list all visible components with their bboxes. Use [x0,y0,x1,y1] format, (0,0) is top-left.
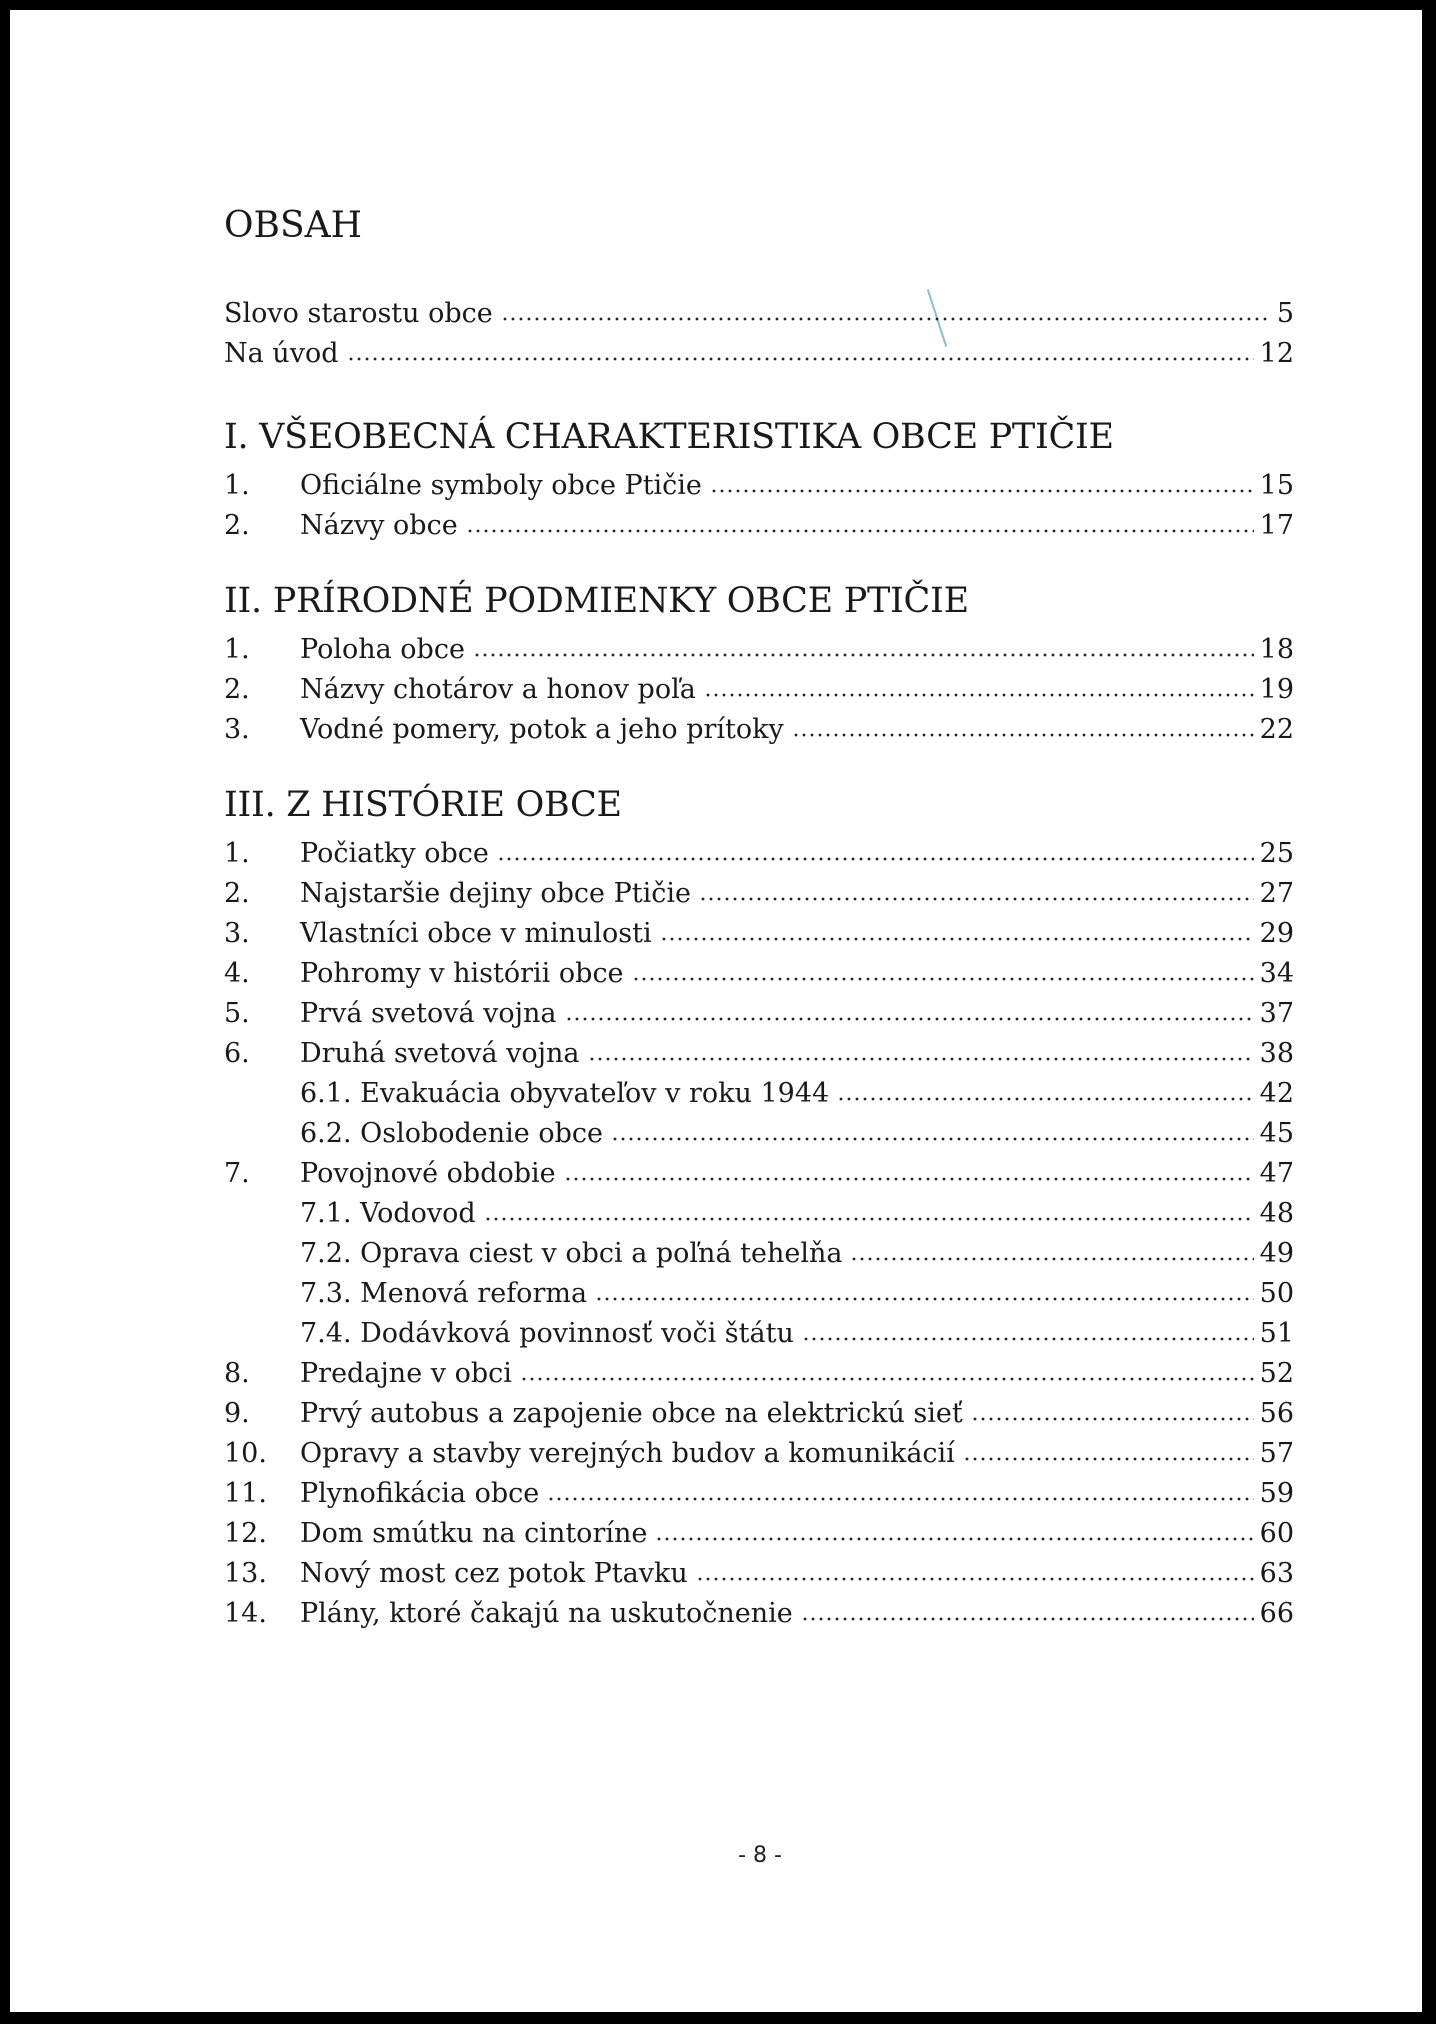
entry-title: Prvý autobus a zapojenie obce na elektrickú sieť [300,1398,963,1429]
entry-page: 38 [1259,1038,1294,1069]
entry-page: 49 [1259,1238,1294,1269]
entry-number: 8. [224,1358,250,1389]
section-heading: II. PRÍRODNÉ PODMIENKY OBCE PTIČIE [224,581,969,621]
entry-title: 7.1. Vodovod [300,1198,476,1229]
entry-number: 12. [224,1518,267,1549]
dot-leader [484,1214,1254,1224]
dot-leader [632,974,1254,984]
entry-page: 19 [1259,674,1294,705]
toc-entry [224,334,1294,374]
entry-page: 52 [1259,1358,1294,1389]
entry-number: 5. [224,998,250,1029]
entry-title: Názvy obce [300,510,458,541]
section-heading: III. Z HISTÓRIE OBCE [224,785,622,825]
toc-entry [224,506,1294,546]
toc-subentry [224,1274,1294,1314]
sections [224,412,1294,1634]
entry-title: Nový most cez potok Ptavku [300,1558,688,1589]
entry-number: 9. [224,1398,250,1429]
dot-leader [963,1454,1254,1464]
toc-subentry [224,1074,1294,1114]
entry-title: Najstaršie dejiny obce Ptičie [300,878,691,909]
entry-page: 12 [1259,338,1294,369]
dot-leader [971,1414,1254,1424]
entry-title: Vodné pomery, potok a jeho prítoky [300,714,784,745]
entry-number: 1. [224,838,250,869]
intro-list [224,294,1294,374]
entry-page: 37 [1259,998,1294,1029]
entry-title: Prvá svetová vojna [300,998,557,1029]
entry-number: 14. [224,1598,267,1629]
dot-leader [792,730,1254,740]
entry-page: 56 [1259,1398,1294,1429]
dot-leader [466,526,1254,536]
entry-page: 17 [1259,510,1294,541]
entry-title: Oficiálne symboly obce Ptičie [300,470,702,501]
toc-entry [224,1514,1294,1554]
entry-number: 4. [224,958,250,989]
entry-number: 1. [224,634,250,665]
dot-leader [696,1574,1254,1584]
entry-page: 29 [1259,918,1294,949]
dot-leader [802,1334,1254,1344]
entry-number: 2. [224,878,250,909]
entry-page: 60 [1259,1518,1294,1549]
toc-entry [224,1474,1294,1514]
toc-subentry [224,1314,1294,1354]
section-heading: I. VŠEOBECNÁ CHARAKTERISTIKA OBCE PTIČIE [224,417,1114,457]
entry-number: 10. [224,1438,267,1469]
page-number: - 8 - [738,1843,782,1868]
dot-leader [704,690,1254,700]
toc-entry [224,874,1294,914]
entry-title: Pohromy v histórii obce [300,958,624,989]
dot-leader [660,934,1254,944]
dot-leader [564,1174,1254,1184]
entry-title: Druhá svetová vojna [300,1038,580,1069]
toc-subentry [224,1114,1294,1154]
toc-subentry [224,1194,1294,1234]
entry-title: Na úvod [224,338,339,369]
toc-section [224,576,1294,750]
entry-title: Povojnové obdobie [300,1158,556,1189]
entry-title: Názvy chotárov a honov poľa [300,674,696,705]
entry-number: 3. [224,714,250,745]
toc-entry [224,710,1294,750]
toc-section [224,412,1294,546]
entry-page: 27 [1259,878,1294,909]
dot-leader [497,854,1254,864]
entry-page: 48 [1259,1198,1294,1229]
dot-leader [520,1374,1254,1384]
entry-page: 25 [1259,838,1294,869]
entry-title: 6.2. Oslobodenie obce [300,1118,604,1149]
toc-entry [224,1394,1294,1434]
toc-entry [224,994,1294,1034]
entry-title: Vlastníci obce v minulosti [300,918,652,949]
entry-title: 7.4. Dodávková povinnosť voči štátu [300,1318,794,1349]
dot-leader [611,1134,1254,1144]
toc-entry [224,834,1294,874]
toc-entry [224,914,1294,954]
entry-page: 15 [1259,470,1294,501]
entry-number: 11. [224,1478,267,1509]
entry-title: Dom smútku na cintoríne [300,1518,648,1549]
dot-leader [347,354,1254,364]
entry-number: 3. [224,918,250,949]
dot-leader [699,894,1254,904]
entry-title: Počiatky obce [300,838,489,869]
dot-leader [801,1614,1254,1624]
toc-entry [224,670,1294,710]
dot-leader [501,314,1271,324]
entry-title: Predajne v obci [300,1358,512,1389]
table-of-contents [224,200,1294,1664]
toc-entry [224,1354,1294,1394]
entry-number: 7. [224,1158,250,1189]
entry-page: 66 [1259,1598,1294,1629]
dot-leader [547,1494,1253,1504]
entry-page: 57 [1259,1438,1294,1469]
dot-leader [588,1054,1254,1064]
entry-title: Plynofikácia obce [300,1478,540,1509]
toc-entry [224,630,1294,670]
entry-title: Slovo starostu obce [224,298,493,329]
entry-page: 59 [1259,1478,1294,1509]
entry-page: 45 [1259,1118,1294,1149]
entry-page: 50 [1259,1278,1294,1309]
entry-page: 34 [1259,958,1294,989]
dot-leader [655,1534,1253,1544]
dot-leader [837,1094,1253,1104]
toc-entry [224,466,1294,506]
entry-title: 6.1. Evakuácia obyvateľov v roku 1944 [300,1078,830,1109]
entry-title: Poloha obce [300,634,465,665]
dot-leader [710,486,1254,496]
entry-number: 1. [224,470,250,501]
toc-entry [224,1434,1294,1474]
toc-subentry [224,1234,1294,1274]
toc-entry [224,1034,1294,1074]
toc-entry [224,1554,1294,1594]
entry-title: Plány, ktoré čakajú na uskutočnenie [300,1598,793,1629]
toc-entry [224,954,1294,994]
entry-page: 51 [1259,1318,1294,1349]
entry-page: 47 [1259,1158,1294,1189]
toc-entry [224,1594,1294,1634]
entry-number: 6. [224,1038,250,1069]
entry-page: 42 [1259,1078,1294,1109]
toc-entry [224,1154,1294,1194]
entry-title: 7.3. Menová reforma [300,1278,588,1309]
toc-title: OBSAH [224,205,363,246]
dot-leader [595,1294,1254,1304]
entry-title: 7.2. Oprava ciest v obci a poľná tehelňa [300,1238,843,1269]
entry-number: 2. [224,674,250,705]
toc-section [224,780,1294,1634]
dot-leader [565,1014,1254,1024]
entry-page: 5 [1276,298,1294,329]
dot-leader [473,650,1254,660]
entry-title: Opravy a stavby verejných budov a komunikácií [300,1438,955,1469]
entry-number: 2. [224,510,250,541]
entry-number: 13. [224,1558,267,1589]
dot-leader [850,1254,1253,1264]
toc-entry [224,294,1294,334]
entry-page: 22 [1259,714,1294,745]
entry-page: 18 [1259,634,1294,665]
entry-page: 63 [1259,1558,1294,1589]
